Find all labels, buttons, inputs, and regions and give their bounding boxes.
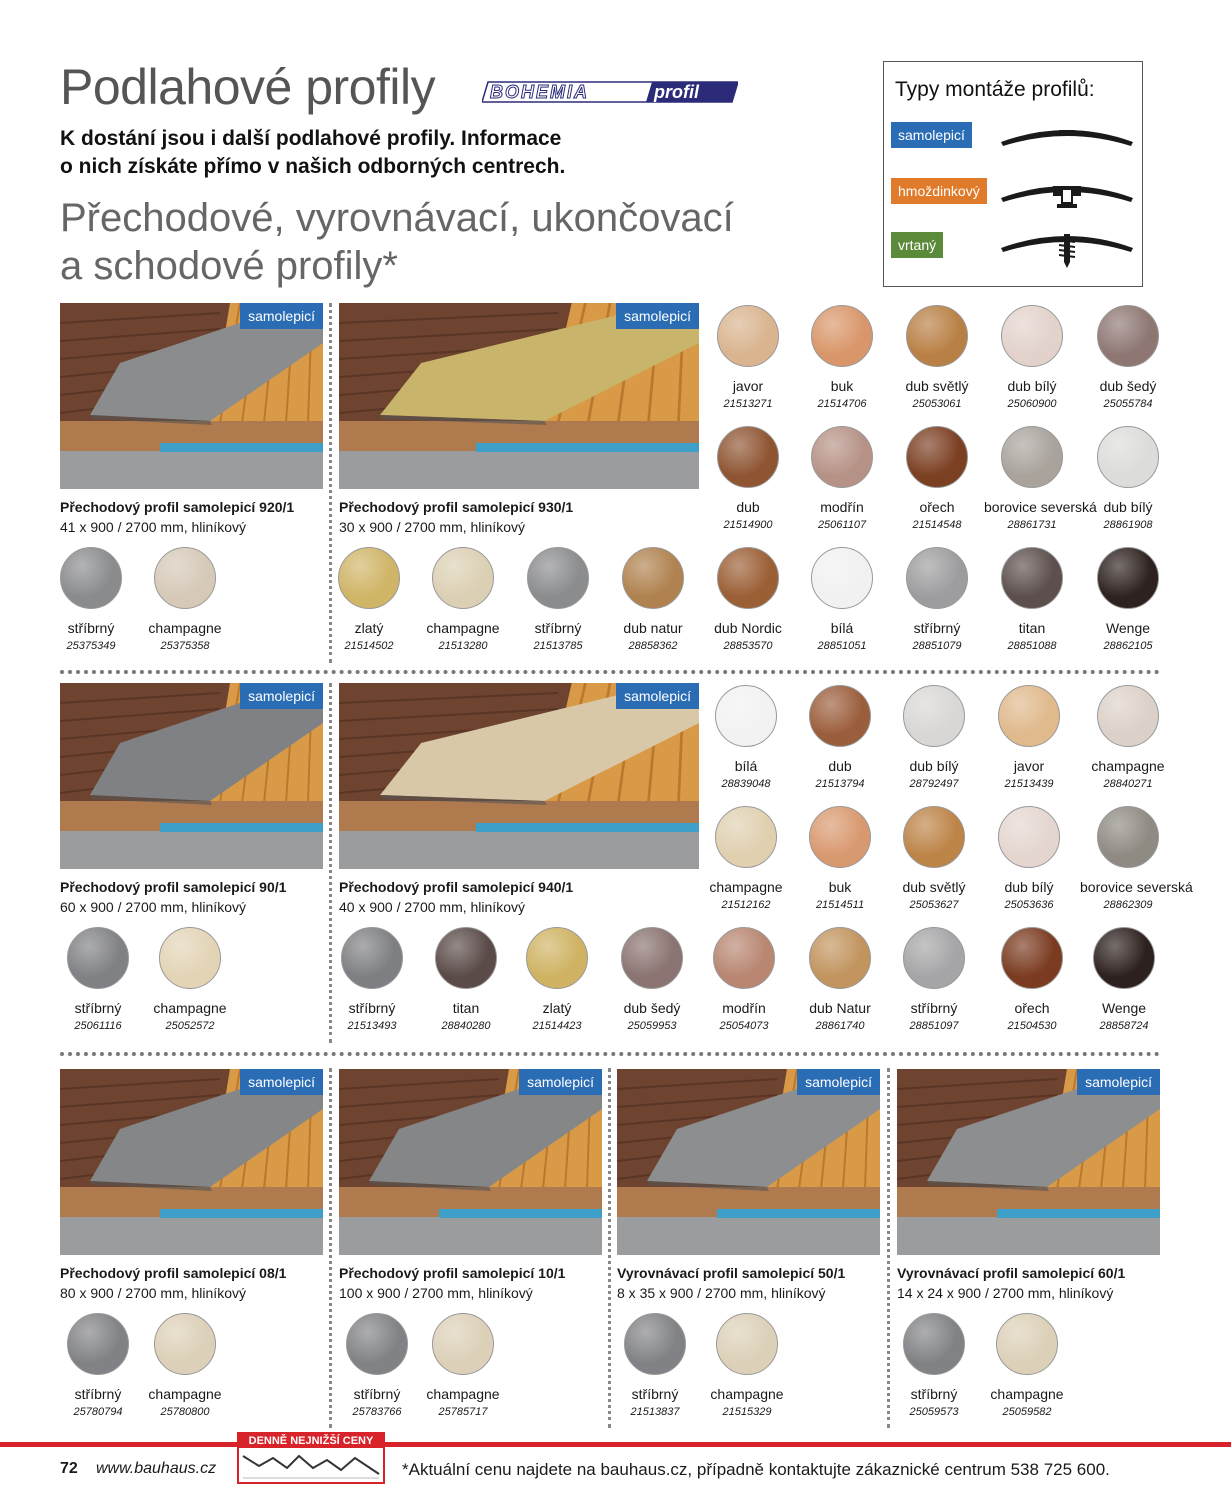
bohemia-profil-logo — [482, 80, 738, 104]
color-swatch[interactable]: titan 28851088 — [984, 547, 1080, 652]
swatch-circle — [1097, 806, 1159, 868]
mount-type-adhesive — [891, 122, 1137, 152]
color-swatch[interactable]: dub světlý 25053627 — [886, 806, 982, 911]
product-name: Přechodový profil samolepicí 90/1 — [60, 879, 287, 895]
color-swatch[interactable]: champagne 25052572 — [142, 927, 238, 1032]
swatch-circle — [1097, 426, 1159, 488]
swatch-circle — [906, 547, 968, 609]
product-image — [339, 303, 699, 489]
mount-tag-screw: vrtaný — [891, 232, 943, 258]
screw-profile-icon — [997, 224, 1137, 268]
color-swatch[interactable]: stříbrný 21513785 — [510, 547, 606, 652]
swatch-circle — [1097, 685, 1159, 747]
swatch-circle — [903, 1313, 965, 1375]
color-swatch[interactable]: dub Natur 28861740 — [792, 927, 888, 1032]
adhesive-badge: samolepicí — [797, 1069, 880, 1095]
concrete-base — [339, 1214, 602, 1255]
product-image — [339, 1069, 602, 1255]
product-card[interactable] — [60, 1069, 323, 1301]
product-image — [617, 1069, 880, 1255]
product-card[interactable] — [339, 683, 699, 915]
color-swatch[interactable]: champagne 25375358 — [137, 547, 233, 652]
blue-underlay — [717, 1209, 880, 1218]
color-swatch[interactable]: bílá 28851051 — [794, 547, 890, 652]
lowest-prices-label: DENNĚ NEJNIŽŠÍ CENY — [239, 1434, 383, 1448]
product-dimensions: 40 x 900 / 2700 mm, hliníkový — [339, 899, 525, 915]
swatch-circle — [716, 1313, 778, 1375]
color-swatch[interactable]: buk 21514706 — [794, 305, 890, 410]
color-swatch[interactable]: dub šedý 25059953 — [604, 927, 700, 1032]
concrete-base — [60, 1214, 323, 1255]
color-swatch[interactable]: zlatý 21514423 — [509, 927, 605, 1032]
color-swatch[interactable]: stříbrný 28851079 — [889, 547, 985, 652]
product-dimensions: 30 x 900 / 2700 mm, hliníkový — [339, 519, 525, 535]
color-swatch[interactable]: borovice severská 28861731 — [984, 426, 1080, 531]
swatch-circle — [1001, 426, 1063, 488]
color-swatch[interactable]: champagne 21512162 — [698, 806, 794, 911]
section-subtitle: Přechodové, vyrovnávací, ukončovací a schodové profily* — [60, 196, 734, 288]
product-card[interactable] — [339, 303, 699, 535]
product-image — [60, 303, 323, 489]
swatch-circle — [435, 927, 497, 989]
swatch-circle — [811, 426, 873, 488]
color-swatch[interactable]: stříbrný 25780794 — [50, 1313, 146, 1418]
concrete-base — [339, 828, 699, 869]
mount-type-dowel — [891, 178, 1137, 208]
color-swatch[interactable]: dub světlý 25053061 — [889, 305, 985, 410]
swatch-circle — [717, 426, 779, 488]
color-swatch[interactable]: dub šedý 25055784 — [1080, 305, 1176, 410]
product-name: Vyrovnávací profil samolepicí 50/1 — [617, 1265, 846, 1281]
concrete-base — [60, 828, 323, 869]
page-number: 72 — [60, 1460, 78, 1477]
adhesive-profile-icon — [997, 114, 1137, 158]
price-graph-icon — [239, 1448, 383, 1482]
swatch-circle — [154, 1313, 216, 1375]
intro-text: K dostání jsou i další podlahové profily. Informace o nich získáte přímo v našich odborných centrech. — [60, 127, 566, 178]
concrete-base — [60, 448, 323, 489]
color-swatch[interactable]: modřín 25061107 — [794, 426, 890, 531]
color-swatch[interactable]: stříbrný 25061116 — [50, 927, 146, 1032]
color-swatch[interactable]: dub bílý 28792497 — [886, 685, 982, 790]
color-swatch[interactable]: stříbrný 25059573 — [886, 1313, 982, 1418]
swatch-circle — [1093, 927, 1155, 989]
swatch-circle — [998, 685, 1060, 747]
swatch-circle — [621, 927, 683, 989]
product-name: Přechodový profil samolepicí 08/1 — [60, 1265, 287, 1281]
swatch-circle — [526, 927, 588, 989]
swatch-circle — [996, 1313, 1058, 1375]
product-name: Přechodový profil samolepicí 940/1 — [339, 879, 574, 895]
swatch-circle — [60, 547, 122, 609]
site-link[interactable]: www.bauhaus.cz — [96, 1460, 217, 1477]
swatch-circle — [338, 547, 400, 609]
swatch-circle — [624, 1313, 686, 1375]
swatch-circle — [713, 927, 775, 989]
color-swatch[interactable]: javor 21513439 — [981, 685, 1077, 790]
swatch-circle — [432, 1313, 494, 1375]
adhesive-badge: samolepicí — [240, 303, 323, 329]
color-swatch[interactable]: modřín 25054073 — [696, 927, 792, 1032]
color-swatch[interactable]: champagne 21515329 — [699, 1313, 795, 1418]
adhesive-badge: samolepicí — [240, 1069, 323, 1095]
product-dimensions: 8 x 35 x 900 / 2700 mm, hliníkový — [617, 1285, 826, 1301]
color-swatch[interactable]: dub 21513794 — [792, 685, 888, 790]
product-dimensions: 41 x 900 / 2700 mm, hliníkový — [60, 519, 246, 535]
footer-note: *Aktuální cenu najdete na bauhaus.cz, případně kontaktujte zákaznické centrum 538 725 600. — [402, 1460, 1110, 1479]
swatch-circle — [1001, 547, 1063, 609]
color-swatch[interactable]: dub Nordic 28853570 — [700, 547, 796, 652]
swatch-circle — [159, 927, 221, 989]
swatch-circle — [341, 927, 403, 989]
concrete-base — [617, 1214, 880, 1255]
product-name: Vyrovnávací profil samolepicí 60/1 — [897, 1265, 1126, 1281]
swatch-circle — [717, 547, 779, 609]
swatch-circle — [903, 806, 965, 868]
adhesive-badge: samolepicí — [616, 683, 699, 709]
color-swatch[interactable]: champagne 25780800 — [137, 1313, 233, 1418]
row-divider — [60, 1052, 1160, 1056]
mount-type-screw — [891, 232, 1137, 262]
color-swatch[interactable]: ořech 21514548 — [889, 426, 985, 531]
blue-underlay — [997, 1209, 1160, 1218]
product-dimensions: 80 x 900 / 2700 mm, hliníkový — [60, 1285, 246, 1301]
color-swatch[interactable]: stříbrný 21513493 — [324, 927, 420, 1032]
mount-types-box — [883, 61, 1143, 287]
swatch-circle — [811, 305, 873, 367]
swatch-circle — [67, 927, 129, 989]
swatch-circle — [906, 426, 968, 488]
swatch-circle — [906, 305, 968, 367]
color-swatch[interactable]: javor 21513271 — [700, 305, 796, 410]
color-swatch[interactable]: dub bílý 28861908 — [1080, 426, 1176, 531]
swatch-circle — [1097, 547, 1159, 609]
product-image — [339, 683, 699, 869]
swatch-circle — [811, 547, 873, 609]
swatch-circle — [903, 927, 965, 989]
color-swatch[interactable]: stříbrný 28851097 — [886, 927, 982, 1032]
dowel-profile-icon — [997, 170, 1137, 214]
product-dimensions: 60 x 900 / 2700 mm, hliníkový — [60, 899, 246, 915]
swatch-circle — [346, 1313, 408, 1375]
color-swatch[interactable]: dub natur 28858362 — [605, 547, 701, 652]
footer-red-line — [0, 1442, 1231, 1447]
concrete-base — [339, 448, 699, 489]
color-swatch[interactable]: dub bílý 25053636 — [981, 806, 1077, 911]
swatch-circle — [527, 547, 589, 609]
color-swatch[interactable]: champagne 21513280 — [415, 547, 511, 652]
product-card[interactable] — [897, 1069, 1160, 1301]
blue-underlay — [476, 443, 699, 452]
product-card[interactable] — [617, 1069, 880, 1301]
color-swatch[interactable]: Wenge 28858724 — [1076, 927, 1172, 1032]
swatch-circle — [715, 806, 777, 868]
blue-underlay — [476, 823, 699, 832]
svg-text:BOHEMIA: BOHEMIA — [490, 82, 589, 102]
swatch-circle — [809, 927, 871, 989]
swatch-circle — [622, 547, 684, 609]
row-divider — [60, 670, 1160, 674]
mount-types-title: Typy montáže profilů: — [895, 78, 1095, 101]
blue-underlay — [160, 823, 323, 832]
color-swatch[interactable]: stříbrný 25375349 — [43, 547, 139, 652]
product-card[interactable] — [60, 303, 323, 535]
swatch-circle — [809, 806, 871, 868]
adhesive-badge: samolepicí — [616, 303, 699, 329]
color-swatch[interactable]: champagne 25059582 — [979, 1313, 1075, 1418]
product-card[interactable] — [60, 683, 323, 915]
blue-underlay — [160, 443, 323, 452]
product-dimensions: 100 x 900 / 2700 mm, hliníkový — [339, 1285, 533, 1301]
swatch-circle — [1097, 305, 1159, 367]
swatch-circle — [432, 547, 494, 609]
mount-tag-adhesive: samolepicí — [891, 122, 972, 148]
swatch-circle — [1001, 927, 1063, 989]
swatch-circle — [717, 305, 779, 367]
swatch-circle — [1001, 305, 1063, 367]
mount-tag-dowel: hmoždinkový — [891, 178, 987, 204]
product-image — [60, 1069, 323, 1255]
lowest-prices-badge — [237, 1432, 385, 1484]
product-name: Přechodový profil samolepicí 10/1 — [339, 1265, 566, 1281]
swatch-circle — [67, 1313, 129, 1375]
product-image — [60, 683, 323, 869]
color-swatch[interactable]: titan 28840280 — [418, 927, 514, 1032]
adhesive-badge: samolepicí — [1077, 1069, 1160, 1095]
adhesive-badge: samolepicí — [519, 1069, 602, 1095]
blue-underlay — [439, 1209, 602, 1218]
color-swatch[interactable]: Wenge 28862105 — [1080, 547, 1176, 652]
color-swatch[interactable]: dub bílý 25060900 — [984, 305, 1080, 410]
swatch-circle — [809, 685, 871, 747]
color-swatch[interactable]: stříbrný 21513837 — [607, 1313, 703, 1418]
swatch-circle — [998, 806, 1060, 868]
color-swatch[interactable]: buk 21514511 — [792, 806, 888, 911]
product-dimensions: 14 x 24 x 900 / 2700 mm, hliníkový — [897, 1285, 1114, 1301]
color-swatch[interactable]: champagne 25785717 — [415, 1313, 511, 1418]
svg-text:profil: profil — [654, 82, 699, 102]
color-swatch[interactable]: champagne 28840271 — [1080, 685, 1176, 790]
swatch-circle — [903, 685, 965, 747]
color-swatch[interactable]: dub 21514900 — [700, 426, 796, 531]
color-swatch[interactable]: zlatý 21514502 — [321, 547, 417, 652]
swatch-circle — [715, 685, 777, 747]
color-swatch[interactable]: borovice severská 28862309 — [1080, 806, 1176, 911]
color-swatch[interactable]: ořech 21504530 — [984, 927, 1080, 1032]
product-card[interactable] — [339, 1069, 602, 1301]
product-name: Přechodový profil samolepicí 920/1 — [60, 499, 295, 515]
concrete-base — [897, 1214, 1160, 1255]
swatch-circle — [154, 547, 216, 609]
page-title: Podlahové profily — [60, 59, 436, 115]
adhesive-badge: samolepicí — [240, 683, 323, 709]
color-swatch[interactable]: stříbrný 25783766 — [329, 1313, 425, 1418]
product-image — [897, 1069, 1160, 1255]
blue-underlay — [160, 1209, 323, 1218]
product-name: Přechodový profil samolepicí 930/1 — [339, 499, 574, 515]
color-swatch[interactable]: bílá 28839048 — [698, 685, 794, 790]
